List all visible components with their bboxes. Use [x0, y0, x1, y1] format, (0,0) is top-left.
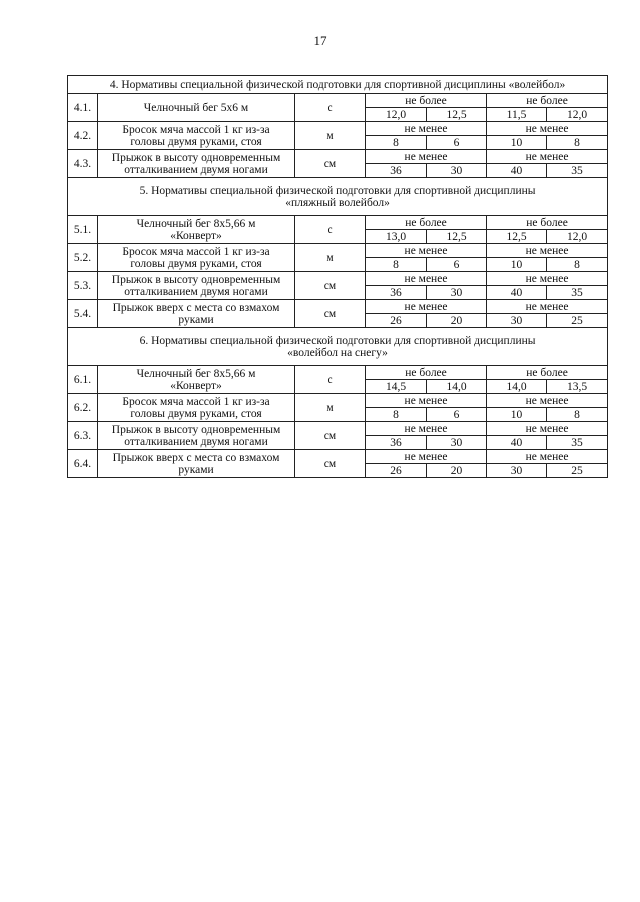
norm-number: 5.2.	[68, 244, 98, 272]
norm-value: 36	[366, 436, 427, 450]
norm-number: 6.3.	[68, 422, 98, 450]
norm-row	[68, 366, 608, 380]
condition-right: не более	[487, 366, 608, 380]
norm-value: 30	[487, 464, 547, 478]
norm-value: 12,5	[427, 108, 487, 122]
condition-left: не менее	[366, 450, 487, 464]
norm-row	[68, 150, 608, 164]
norm-value: 10	[487, 258, 547, 272]
norm-name-line: Прыжок вверх с места со взмахом	[112, 301, 280, 314]
norm-value: 35	[547, 436, 608, 450]
norm-value: 40	[487, 164, 547, 178]
norm-name-line: отталкиванием двумя ногами	[124, 163, 268, 176]
norm-number: 6.2.	[68, 394, 98, 422]
norm-value: 8	[547, 258, 608, 272]
norm-row	[68, 422, 608, 436]
norm-value: 30	[487, 314, 547, 328]
norm-name-line: «Конверт»	[170, 379, 222, 392]
section-title	[68, 328, 608, 366]
norm-value: 14,5	[366, 380, 427, 394]
section-title-line: 5. Нормативы специальной физической подготовки для спортивной дисциплины	[139, 184, 536, 197]
norm-row	[68, 450, 608, 464]
norm-name-line: Прыжок вверх с места со взмахом	[112, 451, 280, 464]
norm-value: 8	[366, 408, 427, 422]
norm-value: 26	[366, 314, 427, 328]
norm-value: 30	[427, 286, 487, 300]
norm-unit: см	[295, 422, 366, 450]
condition-right: не менее	[487, 122, 608, 136]
norm-unit: см	[295, 300, 366, 328]
norm-value: 12,5	[427, 230, 487, 244]
norm-value: 35	[547, 286, 608, 300]
norm-value: 40	[487, 436, 547, 450]
norm-row	[68, 244, 608, 258]
norm-name-line: руками	[178, 313, 214, 326]
norm-unit: с	[295, 94, 366, 122]
norm-value: 14,0	[487, 380, 547, 394]
norm-value: 13,0	[366, 230, 427, 244]
norm-name-line: Прыжок в высоту одновременным	[111, 151, 281, 164]
norm-name	[98, 150, 295, 178]
norm-name-line: Челночный бег 5х6 м	[143, 101, 249, 114]
norm-value: 13,5	[547, 380, 608, 394]
norm-value: 26	[366, 464, 427, 478]
norm-value: 10	[487, 136, 547, 150]
norm-name	[98, 122, 295, 150]
norm-name-line: отталкиванием двумя ногами	[124, 285, 268, 298]
norm-name	[98, 244, 295, 272]
norm-number: 6.4.	[68, 450, 98, 478]
norm-name	[98, 272, 295, 300]
norm-value: 20	[427, 464, 487, 478]
norm-row	[68, 122, 608, 136]
condition-left: не менее	[366, 150, 487, 164]
norm-number: 4.2.	[68, 122, 98, 150]
norm-row	[68, 300, 608, 314]
norm-value: 30	[427, 164, 487, 178]
norm-name-line: Бросок мяча массой 1 кг из-за	[122, 245, 270, 258]
norm-name	[98, 366, 295, 394]
norm-value: 8	[366, 136, 427, 150]
condition-left: не менее	[366, 394, 487, 408]
norm-name-line: Прыжок в высоту одновременным	[111, 273, 281, 286]
norm-value: 12,5	[487, 230, 547, 244]
norm-name-line: головы двумя руками, стоя	[130, 135, 262, 148]
norm-number: 4.1.	[68, 94, 98, 122]
norm-unit: с	[295, 216, 366, 244]
norm-value: 12,0	[547, 108, 608, 122]
norm-name-line: головы двумя руками, стоя	[130, 407, 262, 420]
norm-value: 10	[487, 408, 547, 422]
norm-row	[68, 394, 608, 408]
norm-name-line: Бросок мяча массой 1 кг из-за	[122, 395, 270, 408]
condition-left: не менее	[366, 272, 487, 286]
section-header-row	[68, 178, 608, 216]
section-title-line: 4. Нормативы специальной физической подготовки для спортивной дисциплины «волейбол»	[109, 78, 566, 91]
norm-value: 36	[366, 286, 427, 300]
section-title	[68, 178, 608, 216]
norm-name-line: «Конверт»	[170, 229, 222, 242]
condition-right: не более	[487, 216, 608, 230]
section-title-line: 6. Нормативы специальной физической подготовки для спортивной дисциплины	[139, 334, 536, 347]
norm-unit: см	[295, 150, 366, 178]
norm-unit: с	[295, 366, 366, 394]
condition-right: не менее	[487, 422, 608, 436]
norm-name-line: Бросок мяча массой 1 кг из-за	[122, 123, 270, 136]
norm-value: 20	[427, 314, 487, 328]
condition-right: не менее	[487, 272, 608, 286]
norm-name-line: Челночный бег 8х5,66 м	[136, 367, 256, 380]
condition-left: не более	[366, 94, 487, 108]
norm-number: 5.4.	[68, 300, 98, 328]
norm-row	[68, 216, 608, 230]
condition-right: не менее	[487, 244, 608, 258]
norm-value: 8	[547, 408, 608, 422]
condition-right: не более	[487, 94, 608, 108]
norm-value: 25	[547, 464, 608, 478]
condition-right: не менее	[487, 450, 608, 464]
condition-left: не менее	[366, 422, 487, 436]
norm-number: 4.3.	[68, 150, 98, 178]
section-title-line: «пляжный волейбол»	[285, 196, 390, 209]
norm-name	[98, 94, 295, 122]
norm-number: 6.1.	[68, 366, 98, 394]
condition-right: не менее	[487, 300, 608, 314]
norms-table	[67, 75, 608, 478]
condition-left: не менее	[366, 122, 487, 136]
norm-unit: м	[295, 394, 366, 422]
condition-left: не менее	[366, 244, 487, 258]
norm-name-line: Челночный бег 8х5,66 м	[136, 217, 256, 230]
norm-value: 6	[427, 258, 487, 272]
norm-value: 40	[487, 286, 547, 300]
page-number: 17	[313, 33, 327, 48]
norm-name	[98, 300, 295, 328]
norm-name-line: головы двумя руками, стоя	[130, 257, 262, 270]
condition-left: не менее	[366, 300, 487, 314]
condition-left: не более	[366, 366, 487, 380]
norm-row	[68, 272, 608, 286]
norm-value: 8	[547, 136, 608, 150]
norm-value: 12,0	[366, 108, 427, 122]
norm-value: 14,0	[427, 380, 487, 394]
norm-value: 25	[547, 314, 608, 328]
norm-unit: см	[295, 450, 366, 478]
section-title-line: «волейбол на снегу»	[287, 346, 388, 359]
section-title	[68, 76, 608, 94]
condition-left: не более	[366, 216, 487, 230]
norm-value: 36	[366, 164, 427, 178]
norm-value: 35	[547, 164, 608, 178]
norm-value: 12,0	[547, 230, 608, 244]
norm-value: 6	[427, 136, 487, 150]
norm-unit: м	[295, 122, 366, 150]
norm-unit: м	[295, 244, 366, 272]
condition-right: не менее	[487, 394, 608, 408]
norm-row	[68, 94, 608, 108]
norm-value: 11,5	[487, 108, 547, 122]
norm-unit: см	[295, 272, 366, 300]
norm-name-line: Прыжок в высоту одновременным	[111, 423, 281, 436]
norm-number: 5.1.	[68, 216, 98, 244]
norm-name	[98, 394, 295, 422]
norm-name-line: руками	[178, 463, 214, 476]
norm-name	[98, 450, 295, 478]
norm-value: 6	[427, 408, 487, 422]
norm-number: 5.3.	[68, 272, 98, 300]
norm-name-line: отталкиванием двумя ногами	[124, 435, 268, 448]
norm-name	[98, 216, 295, 244]
norm-name	[98, 422, 295, 450]
norm-value: 30	[427, 436, 487, 450]
section-header-row	[68, 76, 608, 94]
section-header-row	[68, 328, 608, 366]
norm-value: 8	[366, 258, 427, 272]
condition-right: не менее	[487, 150, 608, 164]
